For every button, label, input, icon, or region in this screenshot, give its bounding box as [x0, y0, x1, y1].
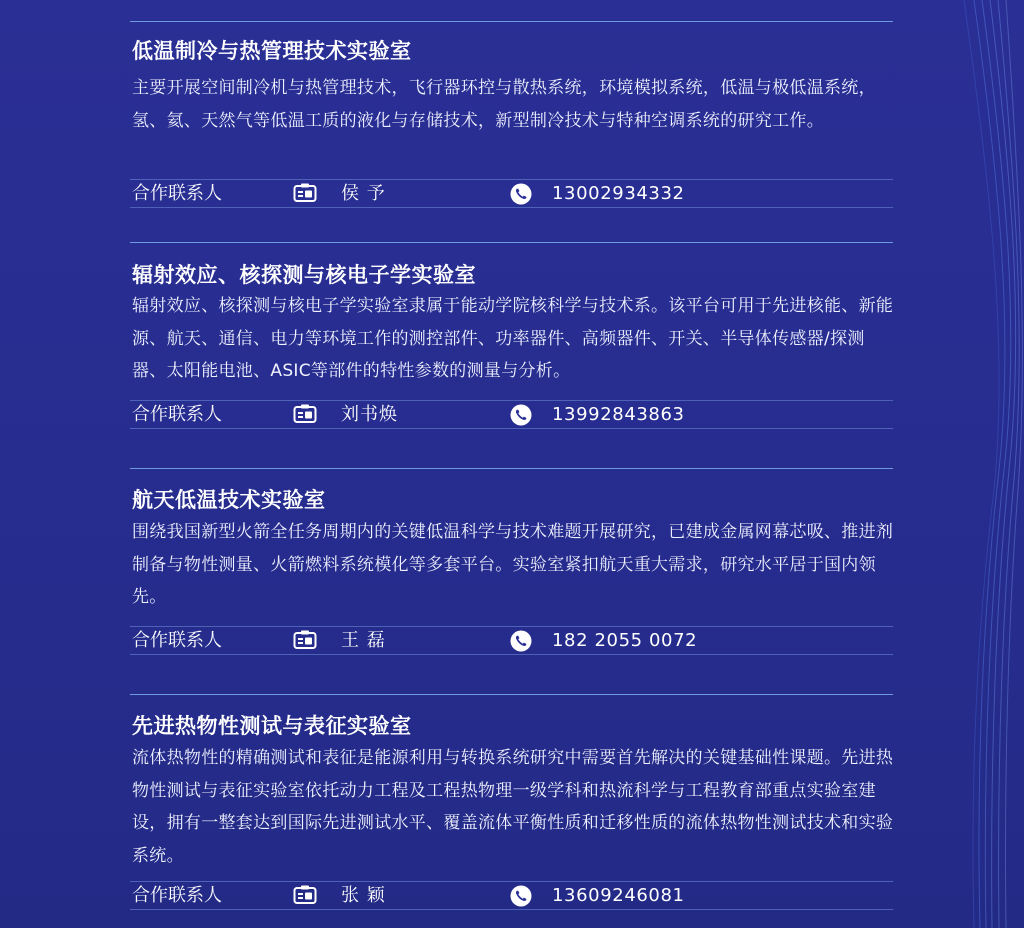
contact-row: [130, 881, 893, 910]
contact-row: [130, 400, 893, 429]
lab-section: [130, 468, 893, 656]
id-card-icon: [293, 183, 317, 203]
phone-icon: [510, 404, 532, 426]
lab-description: 辐射效应、核探测与核电子学实验室隶属于能动学院核科学与技术系。该平台可用于先进核能、新能源、航天、通信、电力等环境工作的测控部件、功率器件、高频器件、开关、半导体传感器/探测器、太阳能电池、ASIC等部件的特性参数的测量与分析。: [132, 296, 894, 381]
contact-label: 合作联系人: [132, 885, 222, 906]
decorative-wave-lines: [904, 0, 1024, 928]
lab-title: 先进热物性测试与表征实验室: [132, 714, 412, 738]
contact-name: 张 颖: [341, 885, 386, 906]
contact-label: 合作联系人: [132, 404, 222, 425]
phone-icon: [510, 630, 532, 652]
lab-description: 围绕我国新型火箭全任务周期内的关键低温科学与技术难题开展研究，已建成金属网幕芯吸、推进剂制备与物性测量、火箭燃料系统模化等多套平台。实验室紧扣航天重大需求，研究水平居于国内领先。: [132, 522, 894, 607]
phone-icon: [510, 885, 532, 907]
lab-title: 低温制冷与热管理技术实验室: [132, 39, 412, 63]
lab-section: [130, 694, 893, 910]
lab-section: [130, 21, 893, 207]
id-card-icon: [293, 404, 317, 424]
contact-phone: 13002934332: [552, 183, 685, 204]
contact-name: 刘书焕: [341, 404, 398, 425]
contact-phone: 182 2055 0072: [552, 630, 698, 651]
lab-title: 辐射效应、核探测与核电子学实验室: [132, 263, 476, 287]
section-divider: [130, 694, 893, 695]
contact-label: 合作联系人: [132, 183, 222, 204]
contact-phone: 13609246081: [552, 885, 685, 906]
id-card-icon: [293, 885, 317, 905]
section-divider: [130, 468, 893, 469]
contact-phone: 13992843863: [552, 404, 685, 425]
section-divider: [130, 21, 893, 22]
contact-name: 王 磊: [341, 630, 386, 651]
contact-row: [130, 626, 893, 655]
section-divider: [130, 242, 893, 243]
contact-row: [130, 179, 893, 208]
phone-icon: [510, 183, 532, 205]
lab-title: 航天低温技术实验室: [132, 488, 326, 512]
id-card-icon: [293, 630, 317, 650]
lab-section: [130, 242, 893, 430]
contact-name: 侯 予: [341, 183, 386, 204]
contact-label: 合作联系人: [132, 630, 222, 651]
lab-description: 主要开展空间制冷机与热管理技术，飞行器环控与散热系统，环境模拟系统，低温与极低温系统，氢、氦、天然气等低温工质的液化与存储技术，新型制冷技术与特种空调系统的研究工作。: [132, 78, 876, 131]
lab-description: 流体热物性的精确测试和表征是能源利用与转换系统研究中需要首先解决的关键基础性课题。先进热物性测试与表征实验室依托动力工程及工程热物理一级学科和热流科学与工程教育部重点实验室建设，拥有一整套达到国际先进测试水平、覆盖流体平衡性质和迁移性质的流体热物性测试技术和实验系统。: [132, 748, 894, 866]
